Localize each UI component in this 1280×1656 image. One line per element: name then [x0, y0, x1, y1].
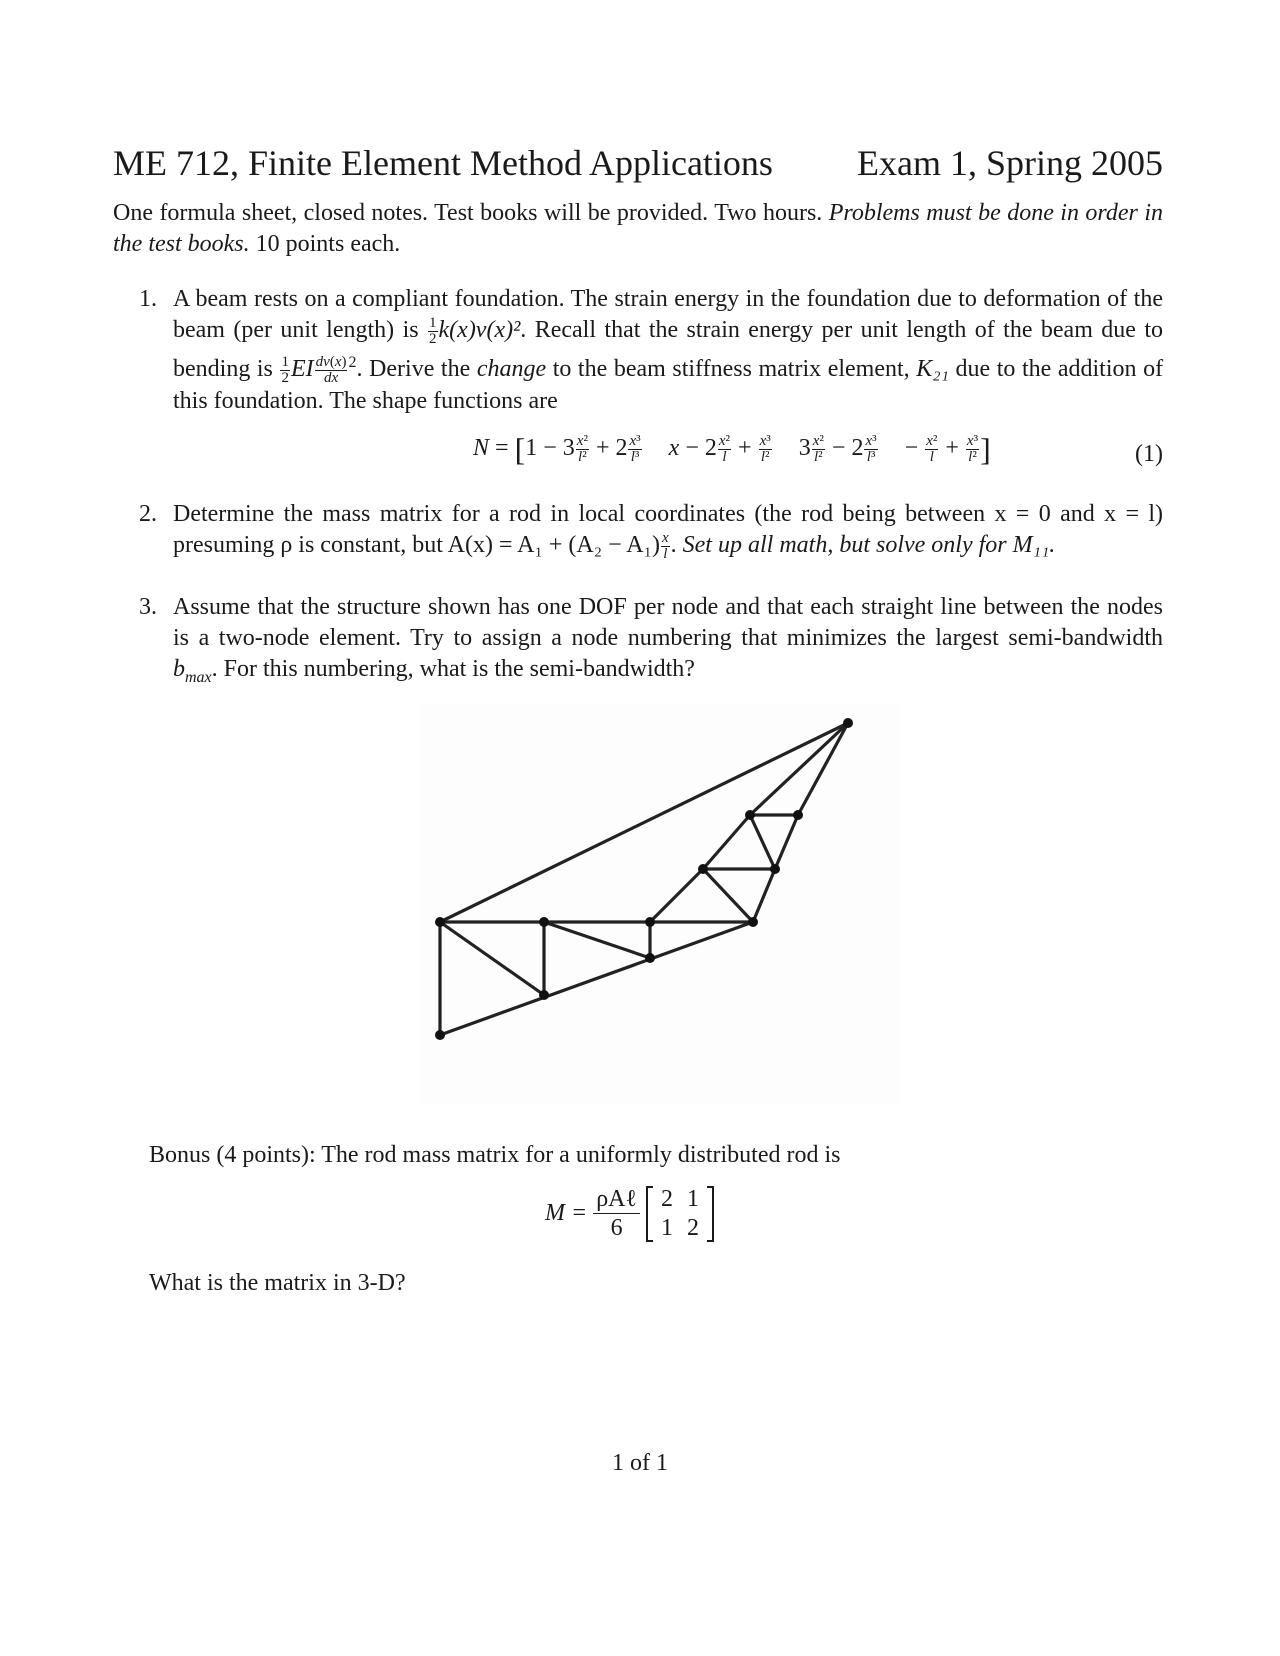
problem-1-italic: change [476, 355, 547, 382]
x-over-l-fraction: $\frac{x}{l}$ [661, 529, 669, 562]
problem-1-text-d: to the beam stiffness matrix element, [552, 355, 910, 382]
problem-1-text-e: due to the addition of this foundation. The shape functions are [173, 355, 1164, 414]
truss-node [745, 810, 755, 820]
truss-figure [420, 705, 900, 1105]
truss-node [698, 864, 708, 874]
truss-node [843, 718, 853, 728]
matrix-entry: 1 [687, 1185, 699, 1212]
mass-matrix [646, 1186, 714, 1242]
mass-matrix-equation [545, 1185, 714, 1242]
truss-node [748, 917, 758, 927]
truss-diagram [420, 705, 900, 1105]
problem-number: 2. [139, 500, 157, 527]
truss-node [435, 1030, 445, 1040]
problem-3-text-end: . For this numbering, what is the semi-bandwidth? [211, 655, 695, 682]
bending-expression: EI [290, 355, 314, 382]
coefficient-numerator: ρAℓ [593, 1185, 640, 1214]
problem-number: 1. [139, 286, 157, 312]
truss-node [793, 810, 803, 820]
problem-3-text: Assume that the structure shown has one DOF per node and that each straight line between the nodes is a two-node element. Try to assign a node numbering that minimizes the largest semi-bandwidth [173, 593, 1163, 651]
problem-2: 2. Determine the mass matrix for a rod in local coordinates (the rod being between x = 0 and x = l) presuming ρ is constant, but A(x) = A₁ + (A₂ − A₁) $\frac{x}{l}$ . Set up all math, but solve only for M₁₁. [139, 500, 1163, 562]
problem-1-text-a: A beam rests on a compliant foundation. The strain energy in the foundation due to deformation of the beam (per unit length) is [173, 286, 1163, 343]
shape-function-equation [173, 427, 1163, 477]
exam-title: Exam 1, Spring 2005 [857, 143, 1163, 183]
problem-1: 1. A beam rests on a compliant foundation. The strain energy in the foundation due to deformation of the beam (per unit length) is $\frac{1}{2}$ k(x)v(x)². Recall that the strain energy per unit length of the beam due to bending is $\frac{1}{2}$ EI $\frac{dv(x)}{dx}$ $^2$. Derive the change to the beam stiffness matrix element, K₂₁ due to the addition of this foundation. The shape functions are N = [1 − 3 $\frac{\text{x²}}{\text{l²}}$ + 2 $\frac{\text{x³}}{\text{l³}}$ x − 2 $\frac{\text{x²}}{l}$ + $\frac{\text{x³}}{\text{l²}}$ 3 $\frac{\text{x²}}{\text{l²}}$ − 2 $\frac{\text{x³}}{\text{l³}}$ − $\frac{\text{x²}}{l}$ + $\frac{\text{x³}}{\text{l²}}$ ] (1) [113, 284, 1163, 477]
bonus-question: What is the matrix in 3-D? [149, 1270, 406, 1296]
energy-expression: k(x)v(x)² [438, 317, 521, 343]
course-title: ME 712, Finite Element Method Applications [113, 143, 773, 183]
problem-list [113, 284, 1163, 693]
truss-node [539, 990, 549, 1000]
page-number: 1 of 1 [612, 1450, 668, 1476]
matrix-lhs: M = [545, 1200, 588, 1226]
equation-body: N = [1 − 3 $\frac{\text{x²}}{\text{l²}}$ + 2 $\frac{\text{x³}}{\text{l³}}$ x − 2 $\frac{\text{x²}}{l}$ + $\frac{\text{x³}}{\text{l²}}$ 3 $\frac{\text{x²}}{\text{l²}}$ − 2 $\frac{\text{x³}}{\text{l³}}$ − $\frac{\text{x²}}{l}$ + $\frac{\text{x³}}{\text{l²}}$ ] [473, 430, 991, 467]
problem-2-text: Determine the mass matrix for a rod in local coordinates (the rod being between x = 0 and x = l) presuming ρ is constant, but A(x) = A₁ + (A₂ − A₁) [173, 500, 1163, 558]
truss-node [770, 864, 780, 874]
exam-header [113, 142, 1163, 184]
semi-bandwidth-symbol: $b_{max}$ [173, 655, 212, 686]
matrix-entry: 2 [687, 1214, 699, 1241]
instructions-italic: Problems must be done in order in the test books. [113, 200, 1163, 257]
truss-node [645, 917, 655, 927]
matrix-coefficient [593, 1185, 640, 1242]
stiffness-element: K₂₁ [916, 355, 949, 382]
matrix-entry: 1 [661, 1214, 673, 1241]
coefficient-denominator: 6 [610, 1215, 623, 1241]
scan-background [420, 705, 900, 1105]
derivative-fraction: $\frac{dv(x)}{dx}$ [315, 353, 347, 386]
problem-1-text-b: . Recall that the strain energy per unit length of the beam due to bending is [173, 317, 1164, 382]
matrix-entry: 2 [661, 1185, 673, 1212]
problem-3 [113, 592, 1163, 693]
truss-node [435, 917, 445, 927]
instructions [113, 198, 1163, 260]
truss-node [645, 953, 655, 963]
bonus-text: Bonus (4 points): The rod mass matrix for a uniformly distributed rod is [149, 1142, 841, 1168]
instructions-points: 10 points each. [255, 231, 401, 257]
problem-1-text-c: . Derive the [356, 355, 471, 382]
half-fraction-2: $\frac{1}{2}$ [281, 353, 289, 386]
problem-2-italic: Set up all math, but solve only for M₁₁. [682, 531, 1056, 558]
equation-label: (1) [1135, 440, 1163, 467]
half-fraction: $\frac{1}{2}$ [429, 314, 437, 347]
instructions-text: One formula sheet, closed notes. Test books will be provided. Two hours. [113, 200, 823, 226]
problem-number: 3. [139, 593, 157, 620]
truss-node [539, 917, 549, 927]
